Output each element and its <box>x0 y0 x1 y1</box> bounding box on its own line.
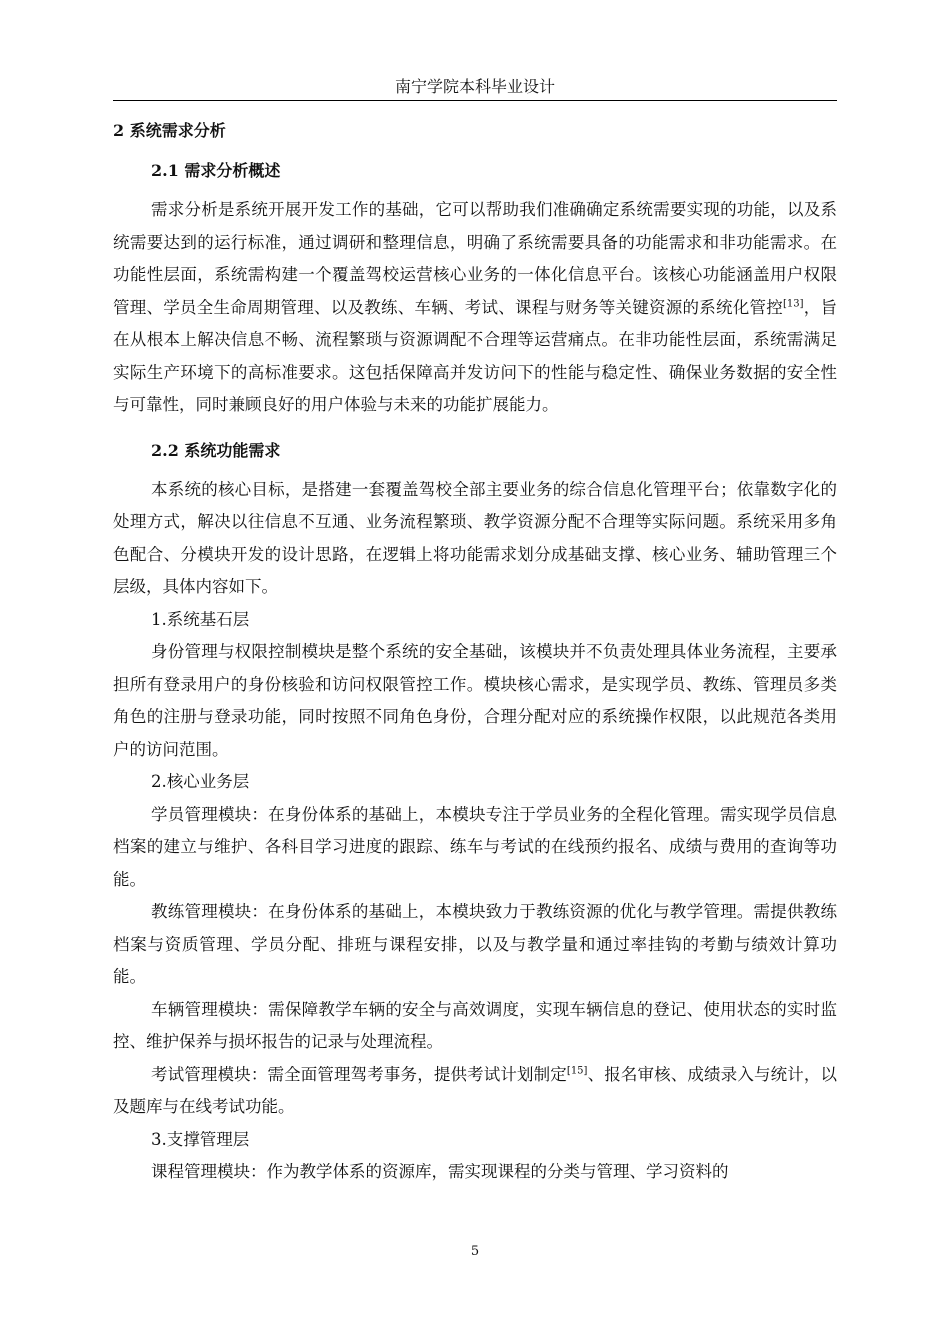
paragraph-intro: 本系统的核心目标，是搭建一套覆盖驾校全部主要业务的综合信息化管理平台；依靠数字化的处理方式，解决以往信息不互通、业务流程繁琐、教学资源分配不合理等实际问题。系统采用多角色配合、分模块开发的设计思路，在逻辑上将功能需求划分成基础支撑、核心业务、辅助管理三个层级，具体内容如下。 <box>113 479 837 596</box>
layer-3-heading: 3.支撑管理层 <box>151 1129 250 1149</box>
layer-2-heading: 2.核心业务层 <box>151 772 250 791</box>
page-number: 5 <box>470 1244 480 1259</box>
paragraph-overview <box>113 194 837 422</box>
paragraph-student-module: 学员管理模块：在身份体系的基础上，本模块专注于学员业务的全程化管理。需实现学员信息档案的建立与维护、各科目学习进度的跟踪、练车与考试的在线预约报名、成绩与费用的查询等功能。 <box>113 804 837 889</box>
page-header: 南宁学院本科毕业设计 <box>394 77 555 96</box>
layer-1-heading: 1.系统基石层 <box>151 609 250 629</box>
paragraph-identity-module: 身份管理与权限控制模块是整个系统的安全基础，该模块并不负责处理具体业务流程，主要承担所有登录用户的身份核验和访问权限管控工作。模块核心需求，是实现学员、教练、管理员多类角色的注册与登录功能，同时按照不同角色身份，合理分配对应的系统操作权限，以此规范各类用户的访问范围。 <box>113 642 837 759</box>
overview-text-a: 需求分析是系统开展开发工作的基础，它可以帮助我们准确确定系统需要实现的功能，以及系统需要达到的运行标准，通过调研和整理信息，明确了系统需要具备的功能需求和非功能需求。在功能性层面，系统需构建一个覆盖驾校运营核心业务的一体化信息平台。该核心功能涵盖用户权限管理、学员全生命周期管理、以及教练、车辆、考试、课程与财务等关键资源的系统化管控 <box>113 200 837 317</box>
header-divider <box>113 100 837 101</box>
subsection-heading-2-2: 2.2 系统功能需求 <box>151 440 281 460</box>
document-body <box>113 114 837 1189</box>
overview-text-b: ，旨在从根本上解决信息不畅、流程繁琐与资源调配不合理等运营痛点。在非功能性层面，系统需满足实际生产环境下的高标准要求。这包括保障高并发访问下的性能与稳定性、确保业务数据的安全性与可靠性，同时兼顾良好的用户体验与未来的功能扩展能力。 <box>113 297 838 414</box>
exam-text-b: 、报名审核、成绩录入与统计，以及题库与在线考试功能。 <box>113 1064 838 1116</box>
citation-15[interactable]: [15] <box>566 1065 588 1076</box>
paragraph-course-module: 课程管理模块：作为教学体系的资源库，需实现课程的分类与管理、学习资料的 <box>151 1162 729 1181</box>
subsection-heading-2-1: 2.1 需求分析概述 <box>151 161 281 180</box>
section-heading: 2 系统需求分析 <box>113 121 226 140</box>
citation-13[interactable]: [13] <box>782 298 804 309</box>
exam-text-a: 考试管理模块：需全面管理驾考事务，提供考试计划制定 <box>151 1064 567 1084</box>
paragraph-vehicle-module: 车辆管理模块：需保障教学车辆的安全与高效调度，实现车辆信息的登记、使用状态的实时监控、维护保养与损坏报告的记录与处理流程。 <box>113 999 837 1051</box>
paragraph-coach-module: 教练管理模块：在身份体系的基础上，本模块致力于教练资源的优化与教学管理。需提供教练档案与资质管理、学员分配、排班与课程安排，以及与教学量和通过率挂钩的考勤与绩效计算功能。 <box>113 902 837 986</box>
paragraph-exam-module <box>113 1059 837 1124</box>
